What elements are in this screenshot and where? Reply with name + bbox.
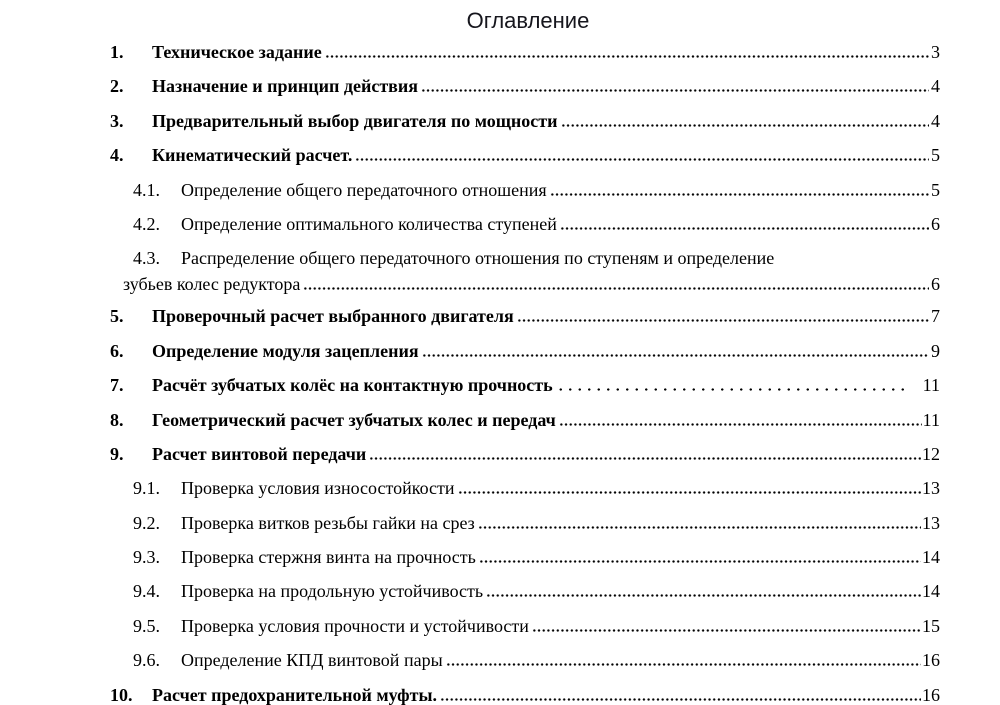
toc — [0, 36, 1000, 704]
toc-entry-number: 8. — [110, 409, 124, 430]
toc-entry-title-continued: зубьев колес редуктора — [123, 274, 301, 295]
dot-leader — [422, 354, 929, 357]
dot-leader — [556, 388, 911, 391]
toc-entry[interactable] — [0, 411, 940, 429]
toc-entry[interactable] — [0, 181, 940, 199]
dot-leader — [369, 457, 921, 460]
toc-entry[interactable] — [0, 77, 940, 95]
toc-entry-title: Расчёт зубчатых колёс на контактную прочность — [152, 375, 553, 396]
toc-entry-number: 9.5. — [133, 615, 160, 636]
toc-entry-page: 11 — [922, 375, 940, 396]
toc-entry[interactable] — [0, 514, 940, 532]
dot-leader — [532, 629, 921, 632]
toc-entry-title: Проверка витков резьбы гайки на срез — [181, 512, 475, 533]
toc-entry-title: Проверка стержня винта на прочность — [181, 547, 476, 568]
toc-entry-number: 6. — [110, 340, 124, 361]
toc-entry[interactable] — [0, 342, 940, 360]
toc-entry-number: 1. — [110, 42, 124, 62]
toc-entry[interactable] — [0, 686, 940, 704]
toc-entry[interactable] — [0, 376, 940, 394]
toc-entry[interactable] — [0, 617, 940, 635]
toc-entry-page: 14 — [922, 581, 940, 602]
toc-entry-line — [0, 376, 940, 394]
toc-entry[interactable] — [0, 249, 940, 293]
toc-entry-page: 11 — [922, 409, 940, 430]
toc-entry-title: Расчет винтовой передачи — [152, 443, 367, 464]
dot-leader — [550, 193, 929, 196]
toc-entry-number: 9.3. — [133, 547, 160, 568]
toc-entry[interactable] — [0, 548, 940, 566]
toc-entry-number: 7. — [110, 375, 124, 396]
toc-entry-line — [0, 77, 940, 95]
toc-entry[interactable] — [0, 651, 940, 669]
toc-entry-title: Проверочный расчет выбранного двигателя — [152, 306, 514, 327]
dot-leader — [355, 158, 929, 161]
dot-leader — [440, 698, 921, 701]
toc-entry-line — [0, 651, 940, 669]
toc-entry-number: 9.1. — [133, 478, 160, 499]
toc-entry-page: 13 — [922, 512, 940, 533]
toc-entry[interactable] — [0, 146, 940, 164]
toc-entry-line — [0, 445, 940, 463]
toc-entry-page: 12 — [922, 443, 940, 464]
toc-entry-line — [0, 479, 940, 497]
toc-entry-line — [0, 249, 940, 267]
toc-entry-page: 4 — [931, 110, 940, 131]
toc-entry-title: Определение КПД винтовой пары — [181, 650, 443, 671]
toc-entry-number: 9. — [110, 443, 124, 464]
dot-leader — [421, 89, 929, 92]
toc-entry-line — [0, 181, 940, 199]
dot-leader — [560, 227, 929, 230]
toc-entry-number: 4.2. — [133, 213, 160, 234]
toc-entry-title: Проверка на продольную устойчивость — [181, 581, 484, 602]
toc-entry[interactable] — [0, 112, 940, 130]
dot-leader — [446, 663, 921, 666]
toc-entry[interactable] — [0, 445, 940, 463]
toc-entry-page: 9 — [931, 340, 940, 361]
toc-entry-line — [0, 43, 940, 61]
toc-entry-title: Техническое задание — [152, 42, 322, 62]
toc-entry-title: Геометрический расчет зубчатых колес и передач — [152, 409, 556, 430]
toc-entry-title: Расчет предохранительной муфты. — [152, 684, 438, 705]
toc-entry-title: Проверка условия износостойкости — [181, 478, 455, 499]
dot-leader — [325, 55, 929, 58]
toc-entry-number: 5. — [110, 306, 124, 327]
toc-entry-page: 15 — [922, 615, 940, 636]
toc-entry-number: 9.4. — [133, 581, 160, 602]
toc-entry-line — [0, 215, 940, 233]
toc-entry-title: Назначение и принцип действия — [152, 76, 418, 97]
toc-entry-title: Определение модуля зацепления — [152, 340, 419, 361]
toc-entry-title: Распределение общего передаточного отношения по ступеням и определение — [181, 248, 775, 269]
toc-entry-line — [0, 514, 940, 532]
toc-entry-line — [0, 686, 940, 704]
toc-entry-line — [0, 411, 940, 429]
toc-entry-number: 9.6. — [133, 650, 160, 671]
toc-entry-page: 14 — [922, 547, 940, 568]
toc-entry-title: Определение оптимального количества ступеней — [181, 213, 557, 234]
dot-leader — [479, 560, 921, 563]
toc-entry[interactable] — [0, 43, 940, 61]
toc-entry-line — [0, 342, 940, 360]
toc-entry-line — [0, 582, 940, 600]
toc-entry-page: 16 — [922, 684, 940, 705]
page-title: Оглавление — [466, 8, 590, 33]
toc-entry-number: 4.3. — [133, 248, 160, 269]
toc-entry-number: 2. — [110, 76, 124, 97]
toc-entry-page: 6 — [931, 274, 940, 295]
toc-entry[interactable] — [0, 582, 940, 600]
dot-leader — [486, 594, 921, 597]
dot-leader — [517, 319, 929, 322]
toc-entry-title: Предварительный выбор двигателя по мощности — [152, 110, 558, 131]
toc-entry-line — [0, 548, 940, 566]
dot-leader — [561, 124, 929, 127]
toc-entry-number: 4.1. — [133, 179, 160, 200]
toc-entry[interactable] — [0, 479, 940, 497]
toc-entry-title: Проверка условия прочности и устойчивости — [181, 615, 529, 636]
toc-entry-title: Определение общего передаточного отношения — [181, 179, 547, 200]
toc-entry-line — [0, 307, 940, 325]
toc-entry[interactable] — [0, 307, 940, 325]
toc-entry-number: 9.2. — [133, 512, 160, 533]
toc-entry-page: 16 — [922, 650, 940, 671]
dot-leader — [559, 423, 922, 426]
toc-entry-number: 10. — [110, 684, 133, 705]
toc-entry[interactable] — [0, 215, 940, 233]
dot-leader — [478, 526, 921, 529]
toc-entry-number: 4. — [110, 145, 124, 166]
toc-entry-page: 6 — [931, 213, 940, 234]
toc-entry-line — [0, 112, 940, 130]
toc-entry-number: 3. — [110, 110, 124, 131]
toc-entry-page: 5 — [931, 145, 940, 166]
toc-entry-page: 7 — [931, 306, 940, 327]
toc-entry-page: 5 — [931, 179, 940, 200]
toc-entry-page: 4 — [931, 76, 940, 97]
toc-entry-page: 13 — [922, 478, 940, 499]
toc-entry-page: 3 — [931, 42, 940, 62]
dot-leader — [303, 287, 929, 290]
toc-entry-line — [0, 146, 940, 164]
toc-entry-line-continued — [0, 275, 940, 293]
dot-leader — [458, 491, 921, 494]
toc-entry-line — [0, 617, 940, 635]
toc-entry-title: Кинематический расчет. — [152, 145, 353, 166]
